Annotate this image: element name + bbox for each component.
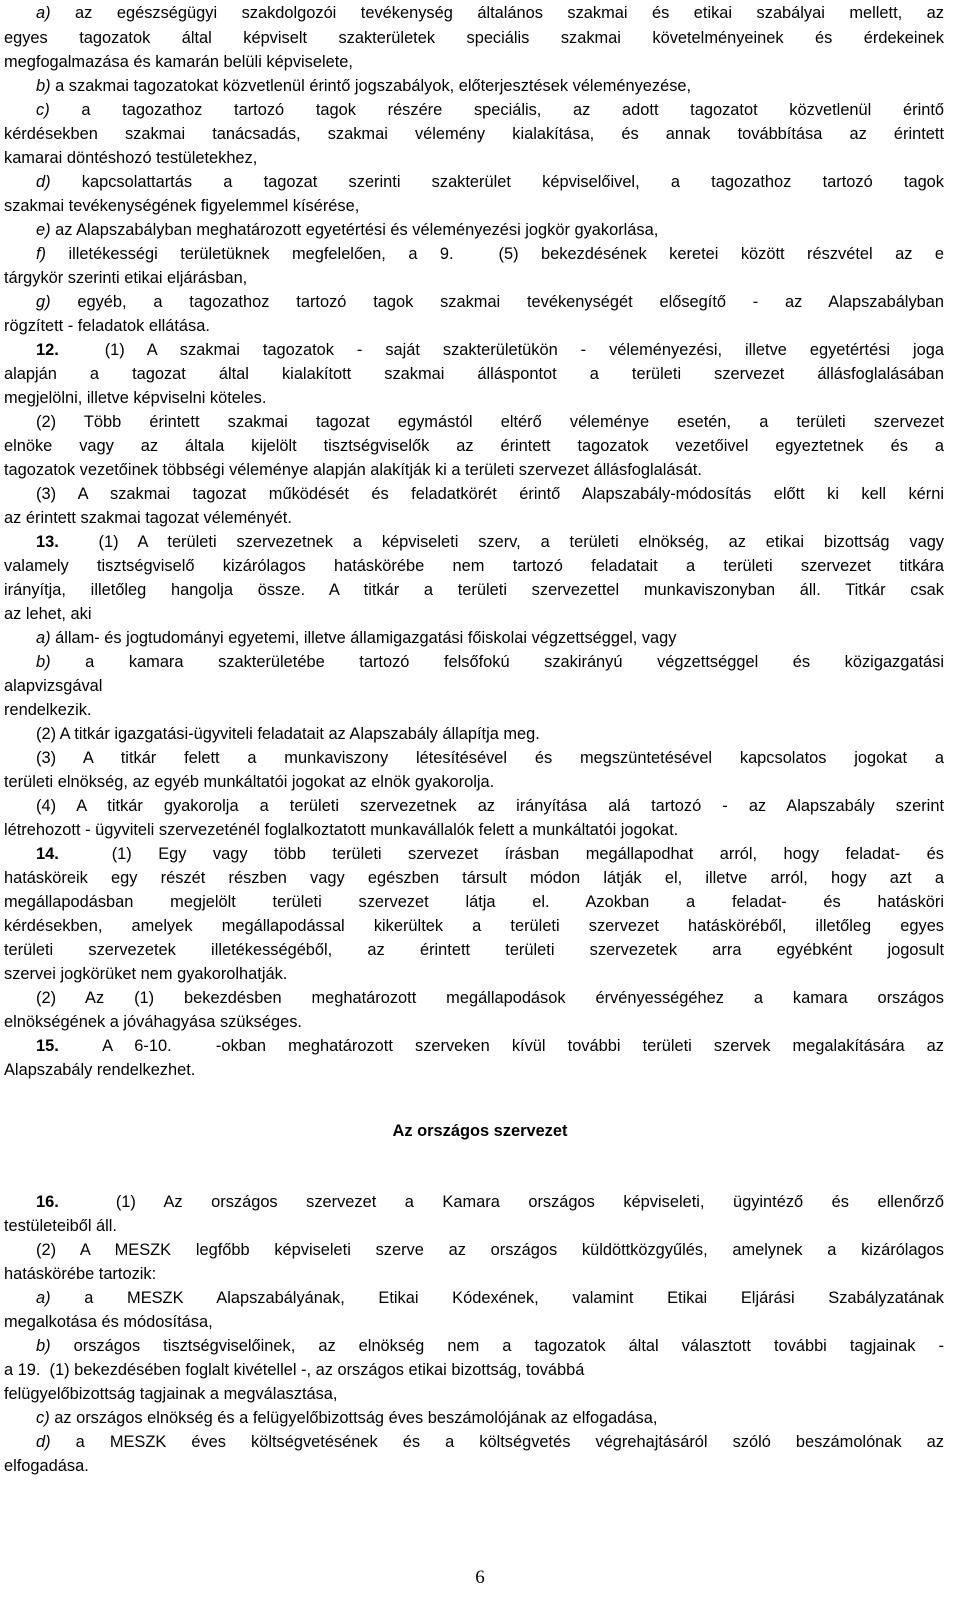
section-16-line: 16. (1) Az országos szervezet a Kamara országos képviseleti, ügyintéző és ellenőrző	[36, 1193, 944, 1211]
text-line: tárgykör szerinti etikai eljárásban,	[4, 269, 248, 287]
text-line: b) országos tisztségviselőinek, az elnökség nem a tagozatok által választott további tagjainak -	[36, 1337, 944, 1355]
section-14-line: 14. (1) Egy vagy több területi szervezet írásban megállapodhat arról, hogy feladat- és	[36, 845, 944, 863]
text-line: hatásköreik egy részét részben vagy egészben társult módon látják el, illetve arról, hogy azt a	[4, 869, 944, 887]
list-marker: g)	[36, 293, 51, 311]
text-line: d) kapcsolattartás a tagozat szerinti szakterület képviselőivel, a tagozathoz tartozó tagok	[36, 173, 944, 191]
text-line: elnökségének a jóváhagyása szükséges.	[4, 1013, 302, 1031]
list-marker: b)	[36, 77, 51, 95]
list-marker: a)	[36, 629, 51, 647]
text-line: kérdésekben, amelyek megállapodással kikerültek a területi szervezet hatásköréből, illetőleg egyes	[4, 917, 944, 935]
list-marker: e)	[36, 221, 51, 239]
list-marker: d)	[36, 173, 51, 191]
text-line: szakmai tevékenységének figyelemmel kísérése,	[4, 197, 360, 215]
section-number: 16.	[36, 1193, 59, 1211]
section-heading: Az országos szervezet	[392, 1122, 568, 1140]
section-number: 15.	[36, 1037, 59, 1055]
page-number: 6	[475, 1567, 485, 1588]
text-line: a) az egészségügyi szakdolgozói tevékenység általános szakmai és etikai szabályai mellett, az	[36, 4, 944, 22]
text-line: (2) A titkár igazgatási-ügyviteli feladatait az Alapszabály állapítja meg.	[36, 725, 540, 743]
text-line: (2) Több érintett szakmai tagozat egymástól eltérő véleménye esetén, a területi szervezet	[36, 413, 944, 431]
text-line: (2) Az (1) bekezdésben meghatározott megállapodások érvényességéhez a kamara országos	[36, 989, 944, 1007]
text-line: valamely tisztségviselő kizárólagos hatáskörébe nem tartozó feladatait a területi szervezet titkára	[4, 557, 944, 575]
text-line: az érintett szakmai tagozat véleményét.	[4, 509, 292, 527]
text-line: egyes tagozatok által képviselt szakterületek speciális szakmai követelményeinek és érdekeinek	[4, 29, 944, 47]
text-line: d) a MESZK éves költségvetésének és a költségvetés végrehajtásáról szóló beszámolónak az	[36, 1433, 944, 1451]
text-line: testületeiből áll.	[4, 1217, 117, 1235]
text-line: létrehozott - ügyviteli szervezeténél foglalkoztatott munkavállalók felett a munkáltatói jogokat.	[4, 821, 679, 839]
text-line: területi elnökség, az egyéb munkáltatói jogokat az elnök gyakorolja.	[4, 773, 495, 791]
list-marker: b)	[36, 653, 51, 671]
text-line: megállapodásban megjelölt területi szervezet látja el. Azokban a feladat- és hatásköri	[4, 893, 944, 911]
text-line: Alapszabály rendelkezhet.	[4, 1061, 196, 1079]
text-line: b) a szakmai tagozatokat közvetlenül érintő jogszabályok, előterjesztések véleményezése,	[36, 77, 692, 95]
list-marker: b)	[36, 1337, 51, 1355]
list-marker: a)	[36, 1289, 51, 1307]
section-number: 12.	[36, 341, 59, 359]
list-marker: d)	[36, 1433, 51, 1451]
section-13-line: 13. (1) A területi szervezetnek a képviseleti szerv, a területi elnökség, az etikai bizottság vagy	[36, 533, 944, 551]
list-marker: c)	[36, 101, 50, 119]
text-line: irányítja, illetőleg hangolja össze. A titkár a területi szervezettel munkaviszonyban áll. Titkár csak	[4, 581, 944, 599]
text-line: megjelölni, illetve képviselni köteles.	[4, 389, 267, 407]
text-line: megalkotása és módosítása,	[4, 1313, 213, 1331]
section-12-line: 12. (1) A szakmai tagozatok - saját szakterületükön - véleményezési, illetve egyetértési joga	[36, 341, 944, 359]
text-line: tagozatok vezetőinek többségi véleménye alapján alakítják ki a területi szervezet állásfoglalását.	[4, 461, 702, 479]
list-marker: c)	[36, 1409, 50, 1427]
text-line: a) állam- és jogtudományi egyetemi, illetve államigazgatási főiskolai végzettséggel, vagy	[36, 629, 677, 647]
text-line: kérdésekben szakmai tanácsadás, szakmai vélemény kialakítása, és annak továbbítása az érintett	[4, 125, 944, 143]
text-line: elfogadása.	[4, 1457, 89, 1475]
section-number: 14.	[36, 845, 59, 863]
text-line: (3) A szakmai tagozat működését és feladatkörét érintő Alapszabály-módosítás előtt ki kell kérni	[36, 485, 944, 503]
text-line: alapján a tagozat által kialakított szakmai álláspontot a területi szervezet állásfoglalásában	[4, 365, 944, 383]
text-line: megfogalmazása és kamarán belüli képviselete,	[4, 53, 353, 71]
text-line: a) a MESZK Alapszabályának, Etikai Kódexének, valamint Etikai Eljárási Szabályzatának	[36, 1289, 944, 1307]
list-marker: f)	[36, 245, 47, 263]
text-line: e) az Alapszabályban meghatározott egyetértési és véleményezési jogkör gyakorlása,	[36, 221, 659, 239]
text-line: szervei jogkörüket nem gyakorolhatják.	[4, 965, 288, 983]
text-line: felügyelőbizottság tagjainak a megválasztása,	[4, 1385, 338, 1403]
text-line: (3) A titkár felett a munkaviszony létesítésével és megszüntetésével kapcsolatos jogokat a	[36, 749, 944, 767]
text-line: kamarai döntéshozó testületekhez,	[4, 149, 258, 167]
text-line: g) egyéb, a tagozathoz tartozó tagok szakmai tevékenységét elősegítő - az Alapszabályban	[36, 293, 944, 311]
text-line: alapvizsgával	[4, 677, 103, 695]
text-line: c) az országos elnökség és a felügyelőbizottság éves beszámolójának az elfogadása,	[36, 1409, 658, 1427]
text-line: a 19. (1) bekezdésében foglalt kivétellel -, az országos etikai bizottság, továbbá	[4, 1361, 585, 1379]
text-line: (4) A titkár gyakorolja a területi szervezetnek az irányítása alá tartozó - az Alapszabály szerint	[36, 797, 944, 815]
text-line: rendelkezik.	[4, 701, 92, 719]
text-line: (2) A MESZK legfőbb képviseleti szerve az országos küldöttközgyűlés, amelynek a kizárólagos	[36, 1241, 944, 1259]
text-line: elnöke vagy az általa kijelölt tisztségviselők az érintett tagozatok vezetőivel egyeztetnek és a	[4, 437, 944, 455]
text-line: rögzített - feladatok ellátása.	[4, 317, 210, 335]
list-marker: a)	[36, 4, 51, 22]
section-number: 13.	[36, 533, 59, 551]
text-line: hatáskörébe tartozik:	[4, 1265, 157, 1283]
section-15-line: 15. A 6-10. -okban meghatározott szerveken kívül további területi szervek megalakítására az	[36, 1037, 944, 1055]
text-line: az lehet, aki	[4, 605, 92, 623]
text-line: c) a tagozathoz tartozó tagok részére speciális, az adott tagozatot közvetlenül érintő	[36, 101, 944, 119]
text-line: területi szervezetek illetékességéből, az érintett területi szervezetek arra egyébként jogosult	[4, 941, 944, 959]
text-line: f) illetékességi területüknek megfelelően, a 9. (5) bekezdésének keretei között részvétel az e	[36, 245, 944, 263]
text-line: b) a kamara szakterületébe tartozó felsőfokú szakirányú végzettséggel és közigazgatási	[36, 653, 944, 671]
